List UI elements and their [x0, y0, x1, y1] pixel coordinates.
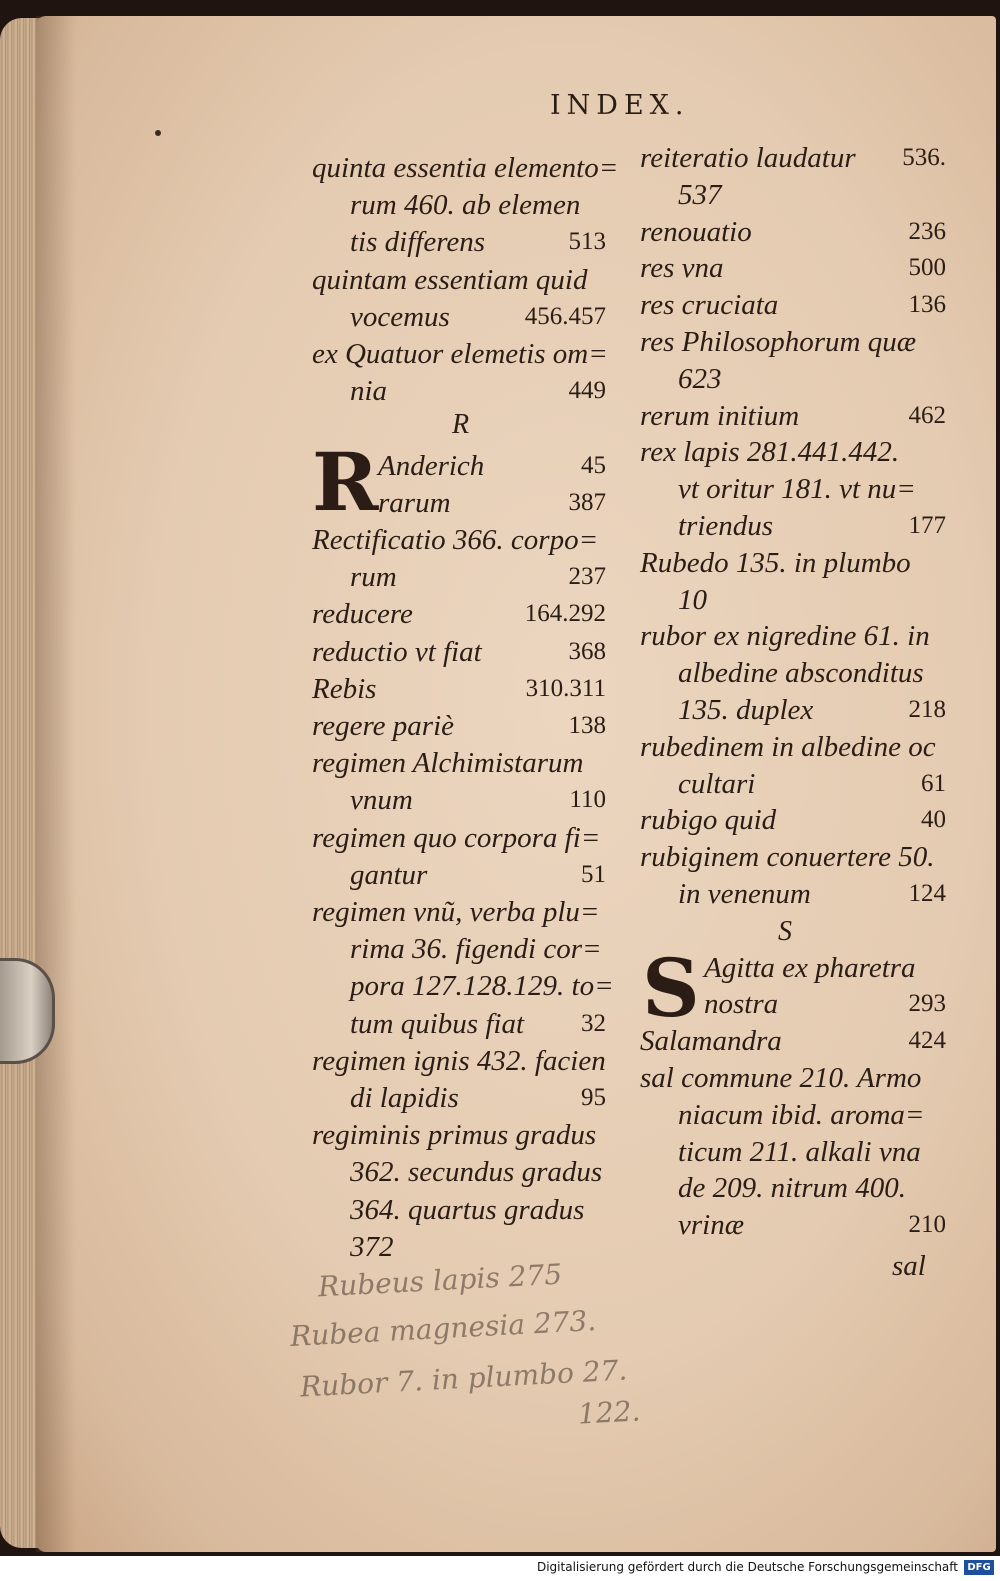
index-entry: Rebis	[312, 672, 377, 705]
page-reference: 424	[908, 1027, 946, 1055]
page-reference: 138	[568, 712, 606, 739]
page-reference: 536.	[902, 144, 946, 171]
index-entry: tis differens	[350, 226, 486, 259]
index-entry: rima 36. figendi cor=	[350, 933, 602, 966]
index-entry: de 209. nitrum 400.	[678, 1172, 906, 1205]
page-reference: 293	[908, 990, 946, 1018]
initial-r: R	[312, 435, 379, 529]
page-reference: 387	[568, 488, 606, 516]
index-entry: di lapidis	[350, 1082, 459, 1114]
index-entry: rerum initium	[640, 399, 800, 432]
index-entry: Salamandra	[640, 1025, 782, 1058]
index-entry: triendus	[678, 510, 774, 542]
index-entry: regimen vnũ, verba plu=	[312, 896, 600, 928]
index-entry: pora 127.128.129. to=	[350, 970, 614, 1003]
page-reference: 462	[908, 401, 946, 429]
index-entry: ex Quatuor elemetis om=	[312, 338, 608, 370]
index-entry: rubiginem conuertere 50.	[640, 841, 935, 874]
index-entry: rum	[350, 561, 397, 594]
index-entry: albedine absconditus	[678, 657, 924, 690]
clasp-ring-icon	[0, 958, 55, 1064]
index-entry: 10	[678, 583, 707, 616]
index-entry: 623	[678, 362, 722, 395]
ink-spot	[155, 130, 161, 136]
index-entry: cultari	[678, 767, 756, 800]
handwritten-note: 122.	[577, 1394, 642, 1431]
page-reference: 32	[581, 1009, 606, 1037]
gutter-shadow	[36, 16, 76, 1552]
dfg-logo: DFG	[964, 1560, 994, 1575]
page-reference: 40	[921, 806, 946, 834]
page-reference: 456.457	[524, 302, 606, 330]
index-entry: rarum	[378, 486, 451, 519]
section-letter-r: R	[452, 409, 470, 440]
page-reference: 218	[908, 696, 946, 723]
page-reference: 110	[569, 786, 606, 814]
handwritten-note: Rubea magnesia 273.	[289, 1304, 597, 1353]
index-entry: renouatio	[640, 215, 752, 248]
index-entry: Rectificatio 366. corpo=	[312, 524, 599, 556]
index-entry: vrinæ	[678, 1209, 745, 1242]
catchword: sal	[892, 1250, 926, 1282]
page-reference: 310.311	[525, 674, 606, 702]
index-entry: ticum 211. alkali vna	[678, 1135, 921, 1168]
index-entry: rex lapis 281.441.442.	[640, 436, 900, 469]
index-entry: nostra	[704, 988, 779, 1021]
index-entry: in venenum	[678, 878, 811, 910]
running-head: INDEX.	[550, 90, 690, 121]
page-reference: 45	[581, 451, 606, 479]
index-entry: gantur	[350, 858, 428, 891]
page-reference: 368	[568, 637, 606, 665]
page-reference: 177	[908, 512, 946, 539]
index-entry: rum 460. ab elemen	[350, 189, 581, 222]
page-reference: 95	[581, 1084, 606, 1111]
handwritten-note: Rubor 7. in plumbo 27.	[299, 1353, 628, 1404]
page-reference: 61	[921, 769, 946, 797]
page-reference: 236	[908, 217, 946, 245]
index-entry: quintam essentiam quid	[312, 263, 588, 296]
index-entry: regimen ignis 432. facien	[312, 1044, 606, 1077]
index-entry: 135. duplex	[678, 694, 814, 726]
index-entry: 372	[350, 1230, 394, 1263]
page-reference: 237	[568, 563, 606, 591]
index-entry: regimen quo corpora fi=	[312, 821, 601, 854]
index-entry: rubor ex nigredine 61. in	[640, 620, 930, 653]
index-entry: reducere	[312, 598, 413, 631]
index-entry: quinta essentia elemento=	[312, 152, 619, 184]
index-entry: res cruciata	[640, 289, 779, 322]
index-entry: reductio vt fiat	[312, 635, 482, 668]
index-entry: res vna	[640, 252, 724, 285]
handwritten-note: Rubeus lapis 275	[317, 1257, 563, 1304]
index-entry: vocemus	[350, 300, 450, 333]
page-reference: 51	[581, 860, 606, 888]
page-reference: 449	[568, 377, 606, 405]
index-entry: reiteratio laudatur	[640, 142, 856, 174]
footer-credit: Digitalisierung gefördert durch die Deutsche Forschungsgemeinschaft	[536, 1560, 958, 1574]
index-entry: rubedinem in albedine oc	[640, 730, 936, 763]
index-entry: regiminis primus gradus	[312, 1119, 597, 1152]
section-letter-s: S	[778, 916, 792, 947]
index-entry: sal commune 210. Armo	[640, 1062, 922, 1094]
index-entry: vnum	[350, 784, 413, 817]
index-entry: 364. quartus gradus	[350, 1193, 585, 1226]
index-entry: niacum ibid. aroma=	[678, 1098, 925, 1131]
page-reference: 124	[908, 880, 946, 907]
index-entry: regimen Alchimistarum	[312, 747, 584, 780]
page-reference: 210	[908, 1211, 946, 1239]
index-entry: nia	[350, 375, 388, 408]
index-entry: tum quibus fiat	[350, 1007, 525, 1040]
page-reference: 513	[568, 228, 606, 256]
page-reference: 136	[908, 291, 946, 319]
index-entry: vt oritur 181. vt nu=	[678, 473, 916, 506]
index-entry: res Philosophorum quæ	[640, 326, 917, 358]
index-entry: rubigo quid	[640, 804, 777, 837]
page-reference: 500	[908, 254, 946, 282]
index-entry: Anderich	[378, 449, 485, 482]
index-entry: Rubedo 135. in plumbo	[640, 546, 911, 579]
index-entry: 537	[678, 178, 722, 211]
index-entry: 362. secundus gradus	[350, 1156, 603, 1189]
page-reference: 164.292	[524, 600, 606, 628]
initial-s: S	[642, 941, 700, 1035]
index-entry: regere pariè	[312, 710, 454, 742]
index-entry: Agitta ex pharetra	[704, 951, 916, 984]
